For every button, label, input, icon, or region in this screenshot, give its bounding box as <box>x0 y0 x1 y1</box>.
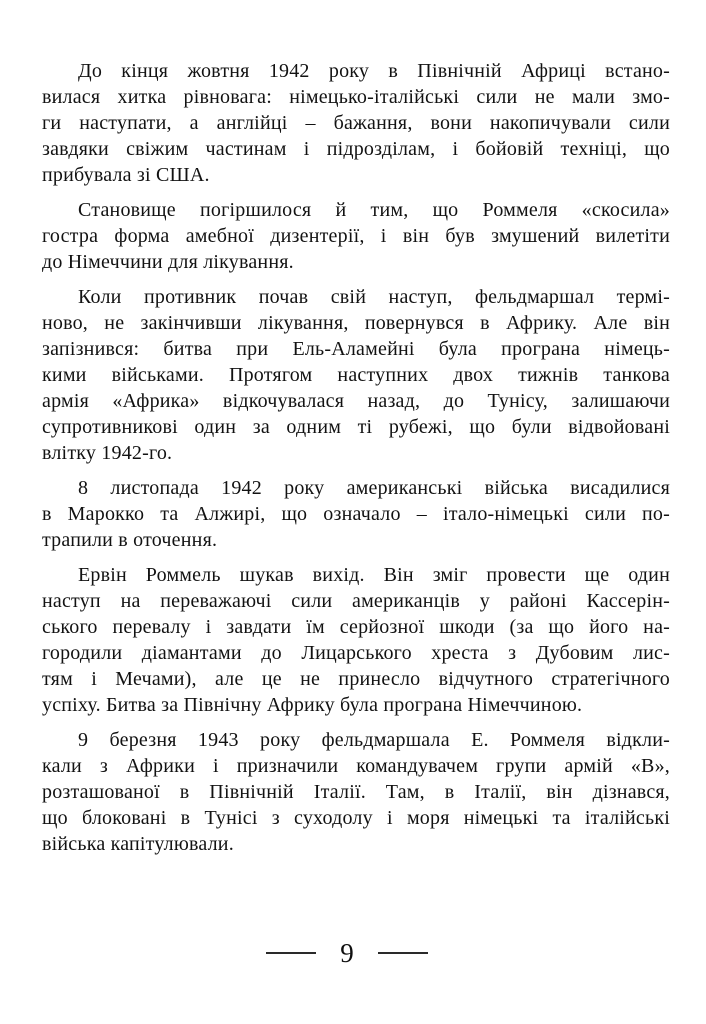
text-line: трапили в оточення. <box>42 529 218 551</box>
footer-right-rule <box>378 952 428 954</box>
text-line: до Німеччини для лікування. <box>42 251 294 273</box>
text-line: Ервін Роммель шукав вихід. Він зміг провести ще один <box>78 564 670 586</box>
text-line: 8 листопада 1942 року американські війська висадилися <box>78 477 670 499</box>
paragraph <box>42 197 670 275</box>
paragraph <box>42 284 670 466</box>
text-line: розташованої в Північній Італії. Там, в Італії, він дізнався, <box>42 781 670 803</box>
page-number: 9 <box>340 938 354 968</box>
text-line: запізнився: битва при Ель-Аламейні була програна німець- <box>42 338 670 360</box>
text-line: кали з Африки і призначили командувачем групи армій «В», <box>42 755 670 777</box>
text-line: ського перевалу і завдати їм серйозної шкоди (за що його на- <box>42 616 670 638</box>
text-line: Коли противник почав свій наступ, фельдмаршал термі- <box>78 286 670 308</box>
text-line: що блоковані в Тунісі з суходолу і моря німецькі та італійські <box>42 807 670 829</box>
paragraph <box>42 727 670 857</box>
text-line: прибувала зі США. <box>42 164 210 186</box>
text-line: влітку 1942-го. <box>42 442 173 464</box>
footer-left-rule <box>266 952 316 954</box>
text-line: завдяки свіжим частинам і підрозділам, і бойовій техніці, що <box>42 138 670 160</box>
text-line: городили діамантами до Лицарського хреста з Дубовим лис- <box>42 642 670 664</box>
text-line: 9 березня 1943 року фельдмаршала Е. Роммеля відкли- <box>78 729 670 751</box>
paragraph <box>42 562 670 718</box>
text-line: вилася хитка рівновага: німецько-італійські сили не мали змо- <box>42 86 670 108</box>
text-line: гостра форма амебної дизентерії, і він був змушений вилетіти <box>42 225 670 247</box>
text-line: Становище погіршилося й тим, що Роммеля «скосила» <box>78 199 670 221</box>
text-line: тям і Мечами), але це не принесло відчутного стратегічного <box>42 668 670 690</box>
text-line: армія «Африка» відкочувалася назад, до Тунісу, залишаючи <box>42 390 670 412</box>
text-line: наступ на переважаючі сили американців у районі Кассерін- <box>42 590 670 612</box>
text-line: війська капітулювали. <box>42 833 234 855</box>
text-line: кими військами. Протягом наступних двох тижнів танкова <box>42 364 670 386</box>
text-line: супротивникові один за одним ті рубежі, що були відвойовані <box>42 416 670 438</box>
text-line: До кінця жовтня 1942 року в Північній Африці встано- <box>78 60 670 82</box>
text-line: в Марокко та Алжирі, що означало – італо-німецькі сили по- <box>42 503 670 525</box>
page-footer <box>42 938 652 968</box>
text-line: успіху. Битва за Північну Африку була програна Німеччиною. <box>42 694 583 716</box>
paragraph <box>42 58 670 188</box>
paragraph <box>42 475 670 553</box>
text-line: ново, не закінчивши лікування, повернувся в Африку. Але він <box>42 312 670 334</box>
page-text <box>42 58 670 866</box>
text-line: ги наступати, а англійці – бажання, вони накопичували сили <box>42 112 670 134</box>
